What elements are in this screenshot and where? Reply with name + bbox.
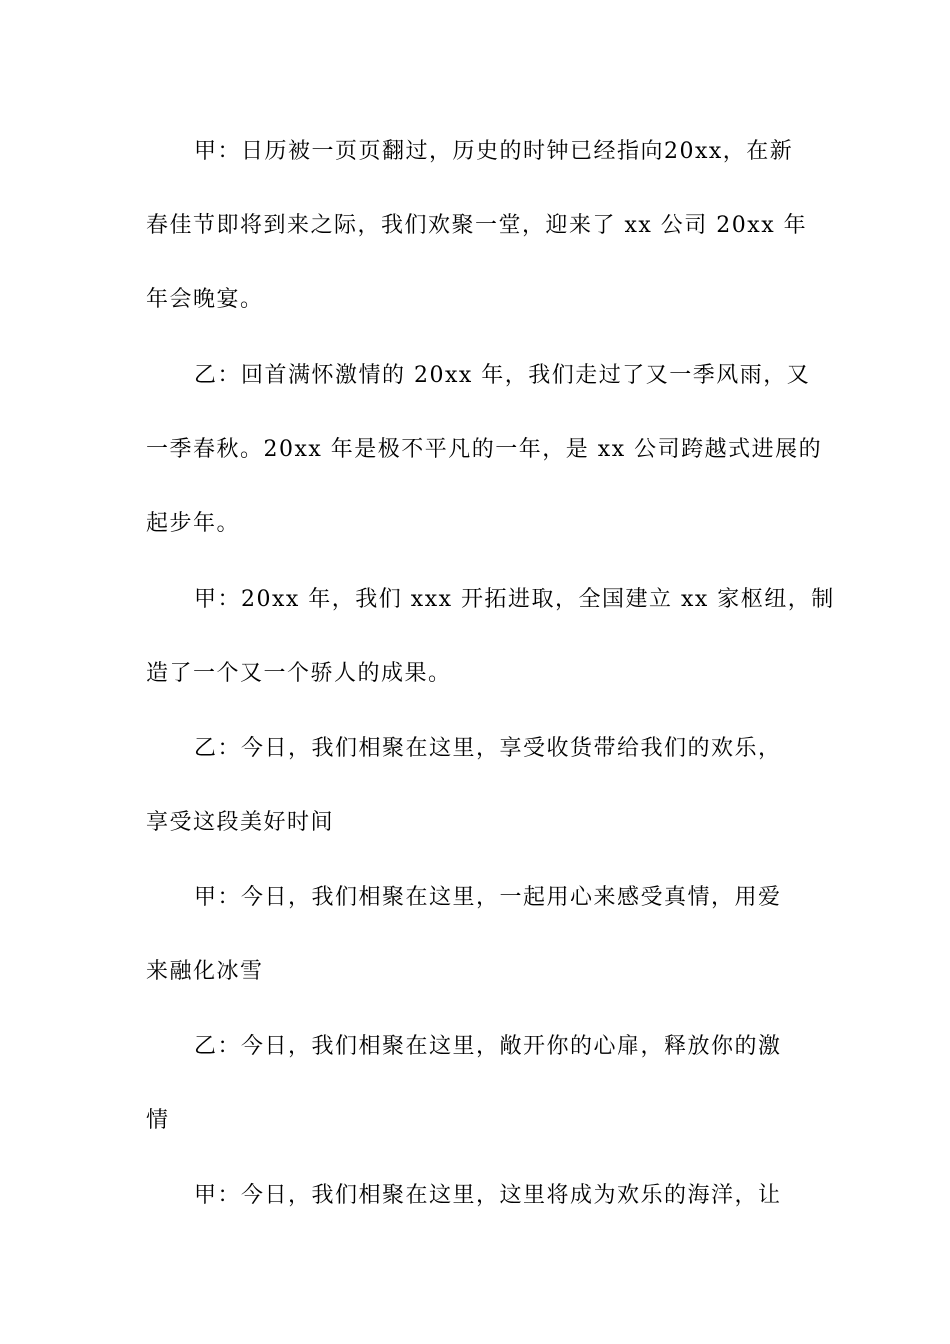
paragraph-line: 一季春秋。20xx 年是极不平凡的一年，是 xx 公司跨越式进展的 bbox=[146, 437, 823, 462]
paragraph-line: 甲：今日，我们相聚在这里，这里将成为欢乐的海洋，让 bbox=[194, 1183, 782, 1208]
paragraph-line: 乙：今日，我们相聚在这里，敞开你的心扉，释放你的激 bbox=[194, 1034, 782, 1059]
paragraph-line: 造了一个又一个骄人的成果。 bbox=[146, 661, 452, 686]
paragraph-line: 甲：今日，我们相聚在这里，一起用心来感受真情，用爱 bbox=[194, 885, 782, 910]
paragraph-line: 甲：20xx 年，我们 xxx 开拓进取，全国建立 xx 家枢纽，制 bbox=[194, 587, 835, 612]
paragraph-line: 甲：日历被一页页翻过，历史的时钟已经指向20xx，在新 bbox=[194, 139, 794, 164]
paragraph-line: 来融化冰雪 bbox=[146, 959, 264, 984]
paragraph-line: 年会晚宴。 bbox=[146, 287, 264, 312]
paragraph-line: 享受这段美好时间 bbox=[146, 810, 335, 835]
paragraph-line: 乙：回首满怀激情的 20xx 年，我们走过了又一季风雨，又 bbox=[194, 363, 811, 388]
paragraph-line: 乙：今日，我们相聚在这里，享受收货带给我们的欢乐， bbox=[194, 736, 782, 761]
paragraph-line: 春佳节即将到来之际，我们欢聚一堂，迎来了 xx 公司 20xx 年 bbox=[146, 213, 808, 238]
paragraph-line: 情 bbox=[146, 1108, 170, 1133]
paragraph-line: 起步年。 bbox=[146, 511, 241, 536]
